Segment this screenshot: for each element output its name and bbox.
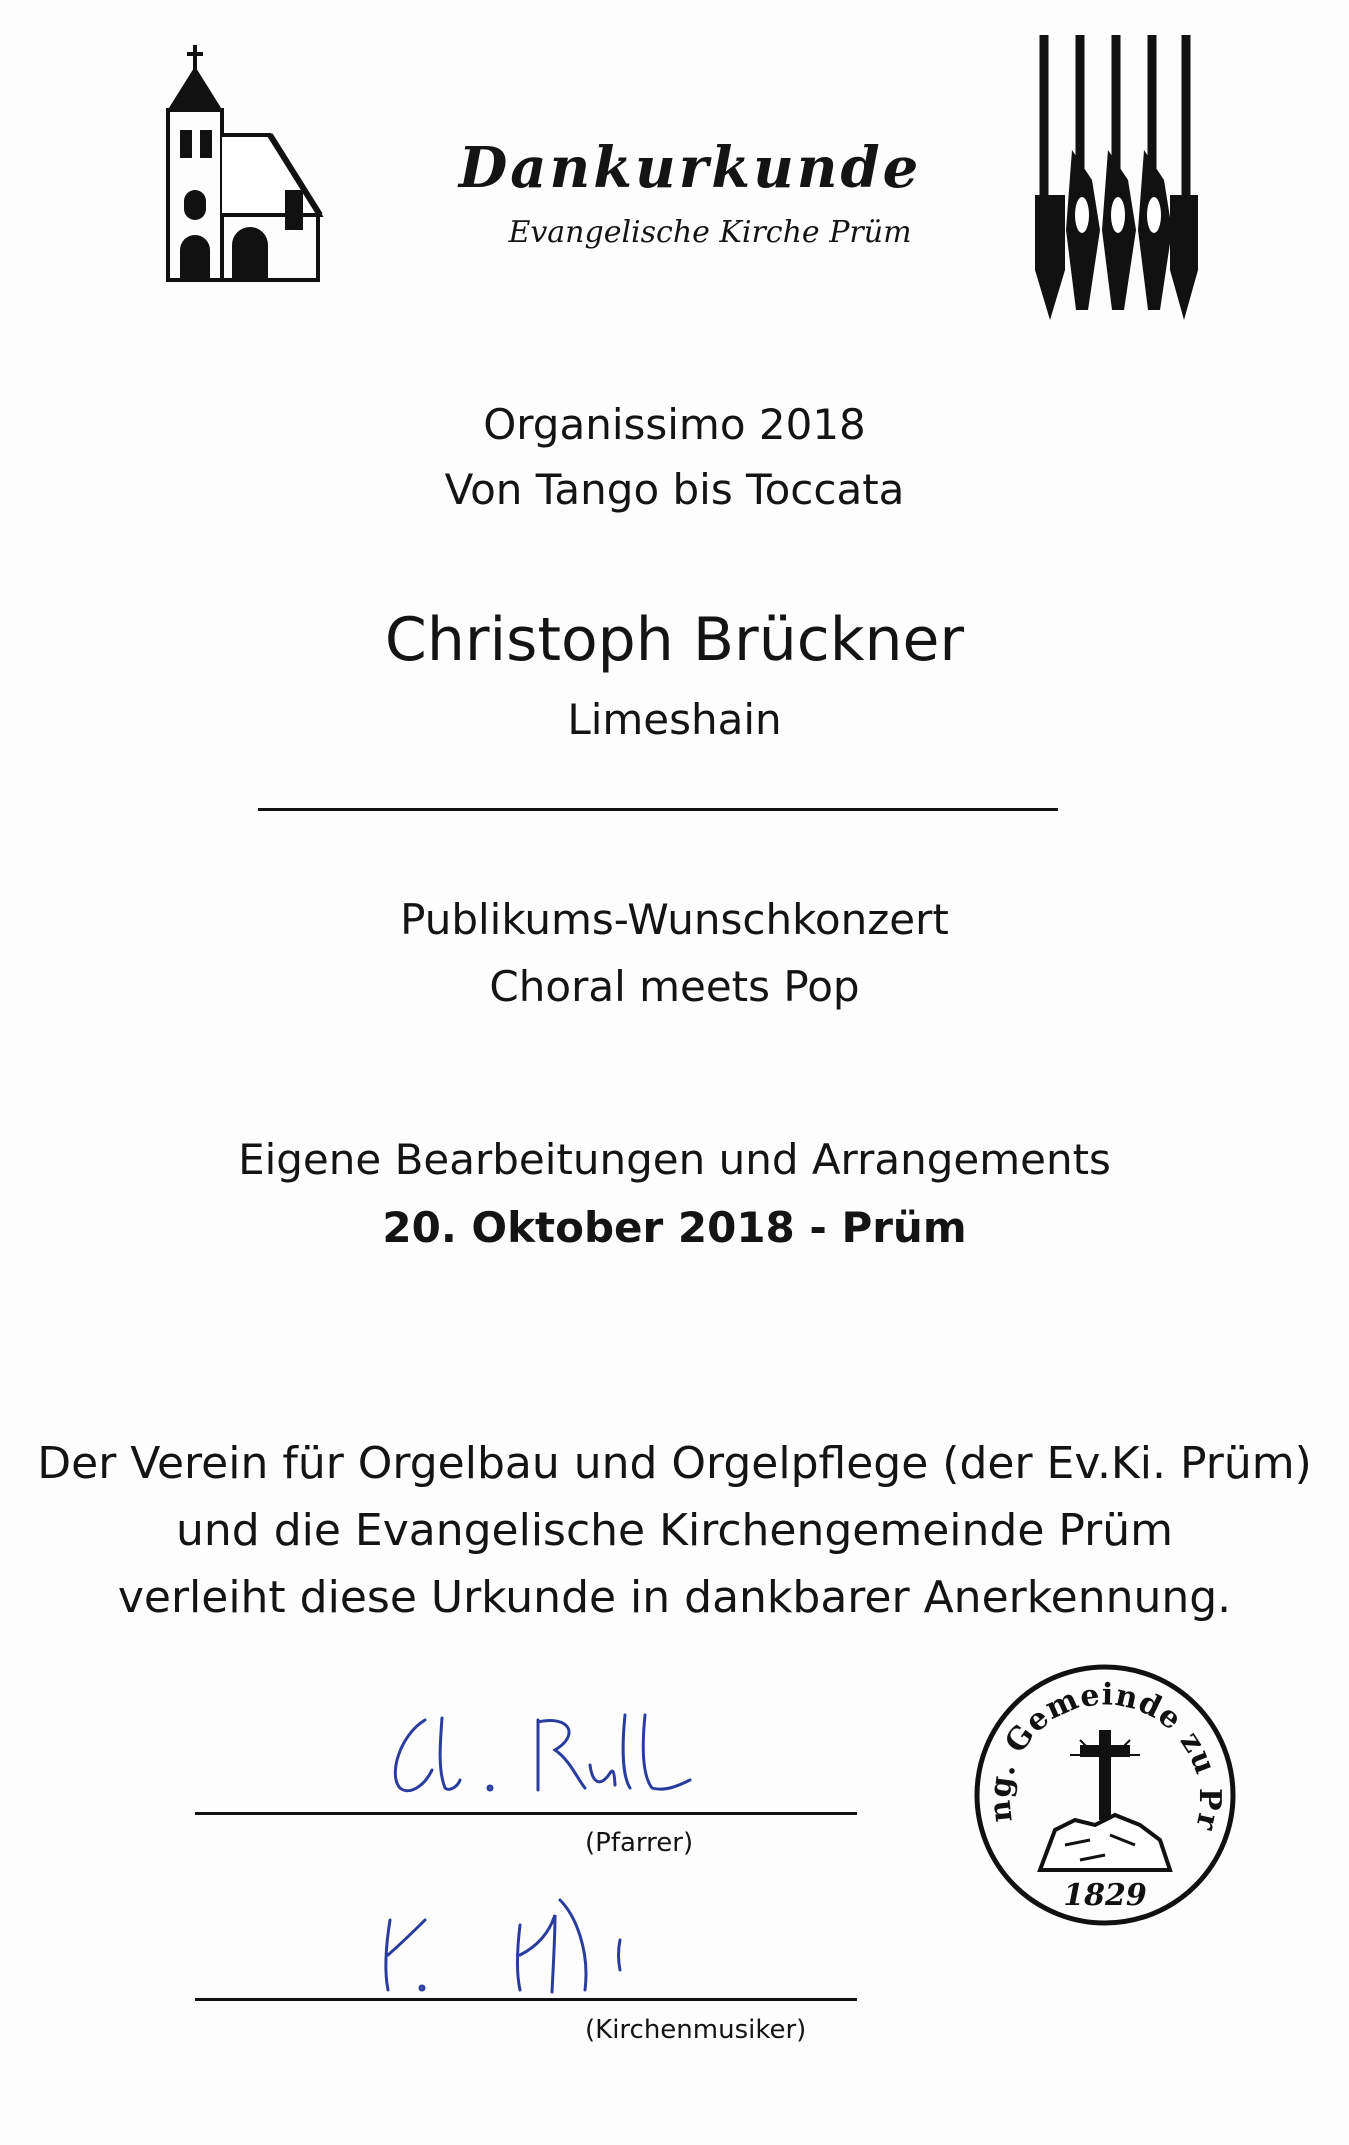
concert-title: Publikums-Wunschkonzert [400,895,949,944]
statement-line-2: und die Evangelische Kirchengemeinde Prüm [176,1505,1173,1556]
church-seal [970,1660,1240,1930]
musician-signature [370,1880,670,2000]
statement-line-1: Der Verein für Orgelbau und Orgelpflege (der Ev.Ki. Prüm) [37,1438,1312,1489]
pastor-caption: (Pfarrer) [585,1828,694,1858]
recipient-name: Christoph Brückner [384,605,965,675]
recipient-place: Limeshain [567,695,782,744]
organ-pipes-logo [1030,30,1200,325]
statement-line-3: verleiht diese Urkunde in dankbarer Anerkennung. [117,1572,1232,1623]
pastor-signature-line [195,1812,857,1815]
concert-subtitle: Choral meets Pop [489,962,860,1011]
church-logo [150,40,330,290]
seal-text: ng. Gemeinde zu Pr [982,1677,1228,1835]
details-text: Eigene Bearbeitungen und Arrangements [238,1135,1111,1184]
certificate-subtitle: Evangelische Kirche Prüm [508,215,912,250]
event-title: Organissimo 2018 [483,400,866,449]
divider-line [258,808,1058,811]
musician-signature-line [195,1998,857,2001]
pastor-signature [380,1700,700,1810]
seal-year: 1829 [1063,1878,1147,1913]
musician-caption: (Kirchenmusiker) [585,2015,807,2045]
event-date: 20. Oktober 2018 - Prüm [382,1203,967,1252]
certificate-title: Dankurkunde [458,135,922,201]
event-subtitle: Von Tango bis Toccata [444,465,905,514]
